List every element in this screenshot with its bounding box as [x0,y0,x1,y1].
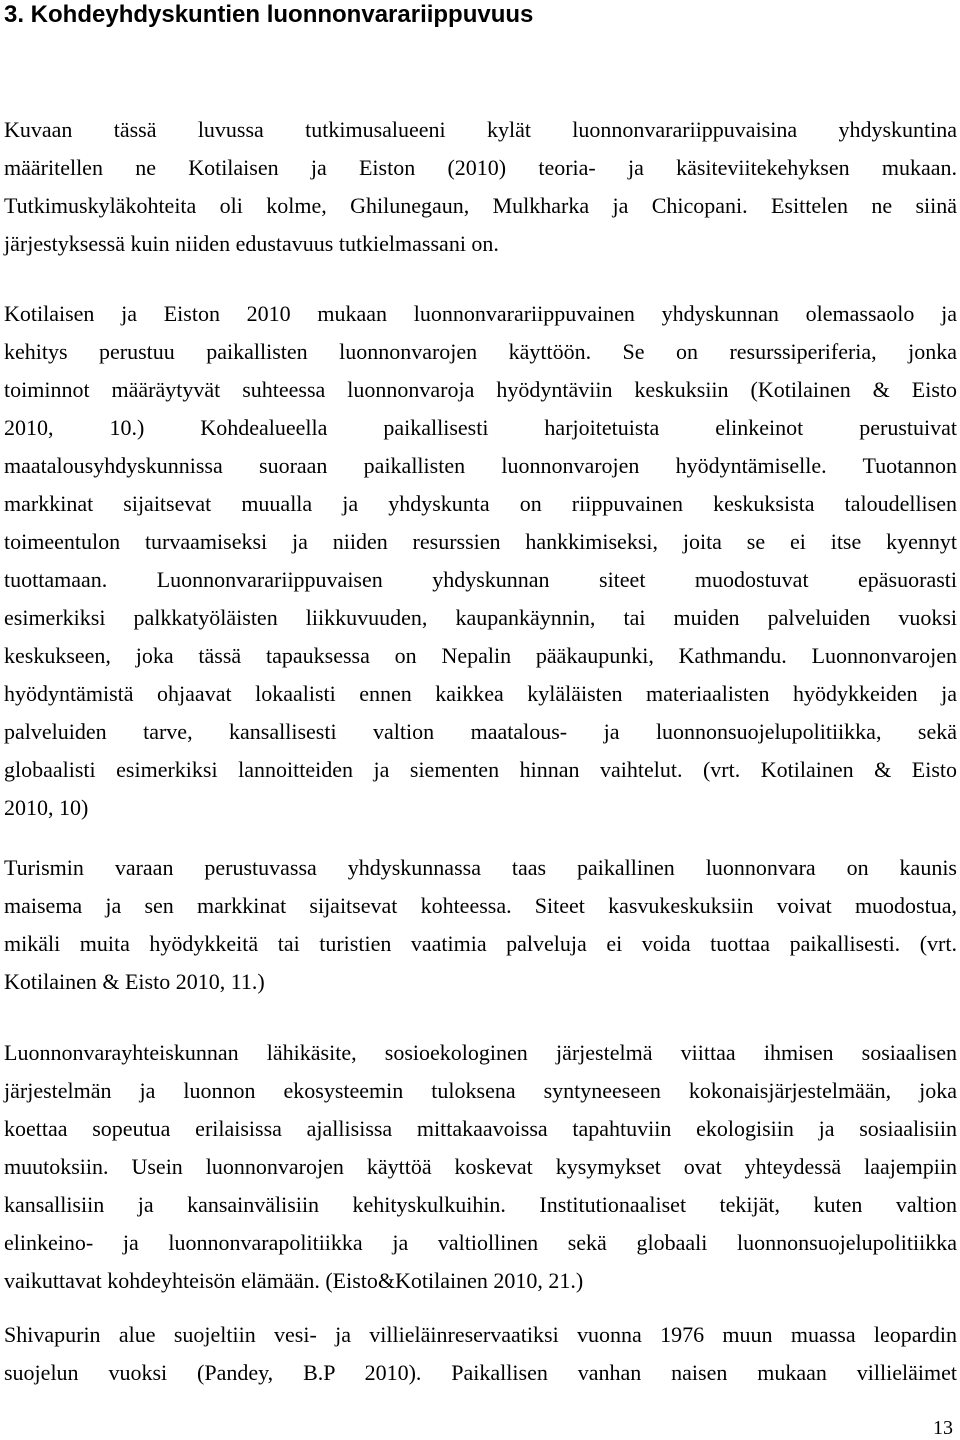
text-line: markkinat sijaitsevat muualla ja yhdyskunta on riippuvainen keskuksista taloudellisen [4,491,957,516]
chapter-heading: 3. Kohdeyhdyskuntien luonnonvarariippuvuus [4,1,534,28]
text-line: hyödyntämistä ohjaavat lokaalisti ennen kaikkea kyläläisten materiaalisten hyödykkeiden ja [4,681,957,706]
paragraph [4,1316,957,1392]
text-line: mikäli muita hyödykkeitä tai turistien vaatimia palveluja ei voida tuottaa paikallisesti. (vrt. [4,931,957,956]
paragraph [4,295,957,827]
text-line: Turismin varaan perustuvassa yhdyskunnassa taas paikallinen luonnonvara on kaunis [4,855,957,880]
document-page [4,0,957,1440]
text-line: toiminnot määräytyvät suhteessa luonnonvaroja hyödyntäviin keskuksiin (Kotilainen & Eisto [4,377,957,402]
text-line: Tutkimuskyläkohteita oli kolme, Ghilunegaun, Mulkharka ja Chicopani. Esittelen ne siinä [4,193,957,218]
text-line: järjestyksessä kuin niiden edustavuus tutkielmassani on. [4,231,499,256]
text-line: maisema ja sen markkinat sijaitsevat kohteessa. Siteet kasvukeskuksiin voivat muodostua, [4,893,957,918]
text-line: koettaa sopeutua erilaisissa ajallisissa mittakaavoissa tapahtuviin ekologisiin ja sosiaalisiin [4,1116,957,1141]
text-line: Luonnonvarayhteiskunnan lähikäsite, sosioekologinen järjestelmä viittaa ihmisen sosiaalisen [4,1040,957,1065]
text-line: vaikuttavat kohdeyhteisön elämään. (Eisto&Kotilainen 2010, 21.) [4,1268,584,1293]
paragraph [4,1034,957,1300]
text-line: toimeentulon turvaamiseksi ja niiden resurssien hankkimiseksi, joita se ei itse kyennyt [4,529,957,554]
text-line: globaalisti esimerkiksi lannoitteiden ja siementen hinnan vaihtelut. (vrt. Kotilainen & Eisto [4,757,957,782]
text-line: esimerkiksi palkkatyöläisten liikkuvuuden, kaupankäynnin, tai muiden palveluiden vuoksi [4,605,957,630]
paragraph [4,849,957,1001]
text-line: suojelun vuoksi (Pandey, B.P 2010). Paikallisen vanhan naisen mukaan villieläimet [4,1360,957,1385]
text-line: kehitys perustuu paikallisten luonnonvarojen käyttöön. Se on resurssiperiferia, jonka [4,339,957,364]
text-line: järjestelmän ja luonnon ekosysteemin tuloksena syntyneeseen kokonaisjärjestelmään, joka [4,1078,957,1103]
paragraph [4,111,957,263]
text-line: palveluiden tarve, kansallisesti valtion maatalous- ja luonnonsuojelupolitiikka, sekä [4,719,957,744]
text-line: elinkeino- ja luonnonvarapolitiikka ja valtiollinen sekä globaali luonnonsuojelupolitiikka [4,1230,957,1255]
text-line: kansallisiin ja kansainvälisiin kehityskulkuihin. Institutionaaliset tekijät, kuten valtion [4,1192,957,1217]
text-line: muutoksiin. Usein luonnonvarojen käyttöä koskevat kysymykset ovat yhteydessä laajempiin [4,1154,957,1179]
text-line: maatalousyhdyskunnissa suoraan paikallisten luonnonvarojen hyödyntämiselle. Tuotannon [4,453,957,478]
text-line: määritellen ne Kotilaisen ja Eiston (2010) teoria- ja käsiteviitekehyksen mukaan. [4,155,957,180]
text-line: 2010, 10.) Kohdealueella paikallisesti harjoitetuista elinkeinot perustuivat [4,415,957,440]
text-line: keskukseen, joka tässä tapauksessa on Nepalin pääkaupunki, Kathmandu. Luonnonvarojen [4,643,957,668]
text-line: tuottamaan. Luonnonvarariippuvaisen yhdyskunnan siteet muodostuvat epäsuorasti [4,567,957,592]
text-line: Shivapurin alue suojeltiin vesi- ja villieläinreservaatiksi vuonna 1976 muun muassa leopardin [4,1322,957,1347]
text-line: Kuvaan tässä luvussa tutkimusalueeni kylät luonnonvarariippuvaisina yhdyskuntina [4,117,957,142]
text-line: Kotilainen & Eisto 2010, 11.) [4,969,265,994]
text-line: 2010, 10) [4,795,89,820]
text-line: Kotilaisen ja Eiston 2010 mukaan luonnonvarariippuvainen yhdyskunnan olemassaolo ja [4,301,957,326]
page-number: 13 [933,1417,953,1439]
